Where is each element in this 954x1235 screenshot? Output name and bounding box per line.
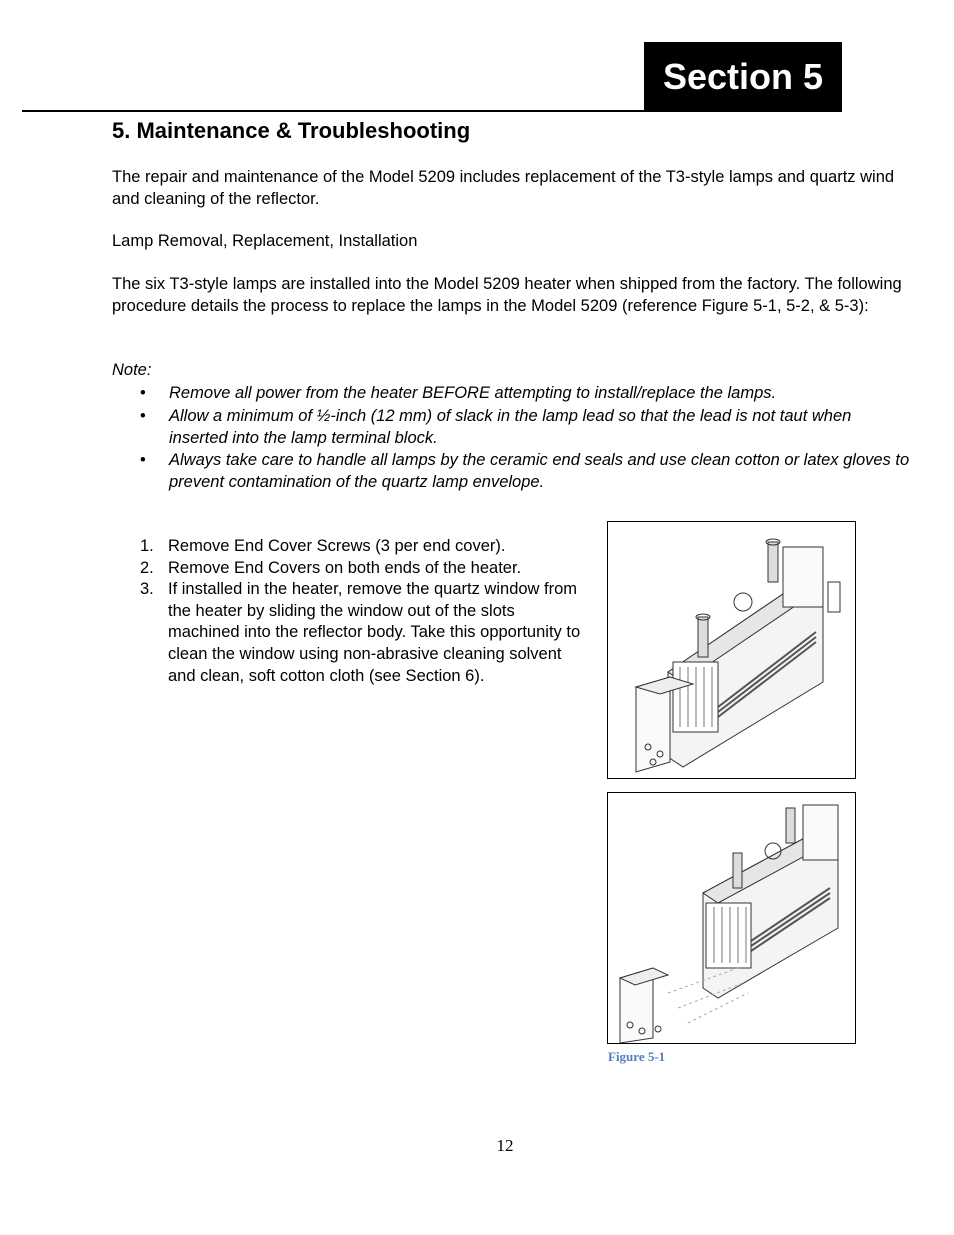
page-number: 12	[496, 1136, 514, 1155]
list-item: • Always take care to handle all lamps by the ceramic end seals and use clean cotton or latex gloves to prevent contamination of the quartz lamp envelope.	[140, 451, 910, 492]
bullet-icon: •	[140, 451, 146, 470]
subheading: Lamp Removal, Replacement, Installation	[112, 232, 418, 250]
procedure-intro: The six T3-style lamps are installed into the Model 5209 heater when shipped from the factory. The following procedure details the process to replace the lamps in the Model 5209 (reference Figure 5-1, 5-2, & 5-3):	[112, 275, 902, 315]
step-item: 1. Remove End Cover Screws (3 per end cover).	[140, 537, 506, 555]
bullet-icon: •	[140, 384, 146, 402]
heater-drawing-icon	[608, 522, 855, 778]
step-item: 2. Remove End Covers on both ends of the heater.	[140, 558, 522, 577]
procedure-steps	[140, 536, 590, 687]
bullet-icon: •	[140, 406, 146, 425]
note-list	[140, 383, 910, 495]
heater-exploded-drawing-icon	[608, 793, 855, 1043]
section-tab: Section 5	[644, 42, 842, 112]
figure-caption: Figure 5-1	[608, 1049, 666, 1064]
note-label: Note:	[112, 361, 152, 379]
heater-exploded-image	[607, 792, 856, 1044]
heater-assembled-image	[607, 521, 856, 779]
header-rule	[22, 110, 644, 112]
intro-paragraph: The repair and maintenance of the Model 5209 includes replacement of the T3-style lamps and quartz wind and cleaning of the reflector.	[112, 168, 895, 208]
step-item: 3. If installed in the heater, remove the quartz window from the heater by sliding the window out of the slots machined into the reflector body. Take this opportunity to clean the window using non-abrasive cleaning solvent and clean, soft cotton cloth (see Section 6).	[140, 580, 581, 685]
list-item: • Remove all power from the heater BEFORE attempting to install/replace the lamps.	[140, 383, 910, 405]
list-item: • Allow a minimum of ½-inch (12 mm) of slack in the lamp lead so that the lead is not taut when inserted into the lamp terminal block.	[140, 406, 852, 447]
page-title: 5. Maintenance & Troubleshooting	[112, 118, 471, 143]
